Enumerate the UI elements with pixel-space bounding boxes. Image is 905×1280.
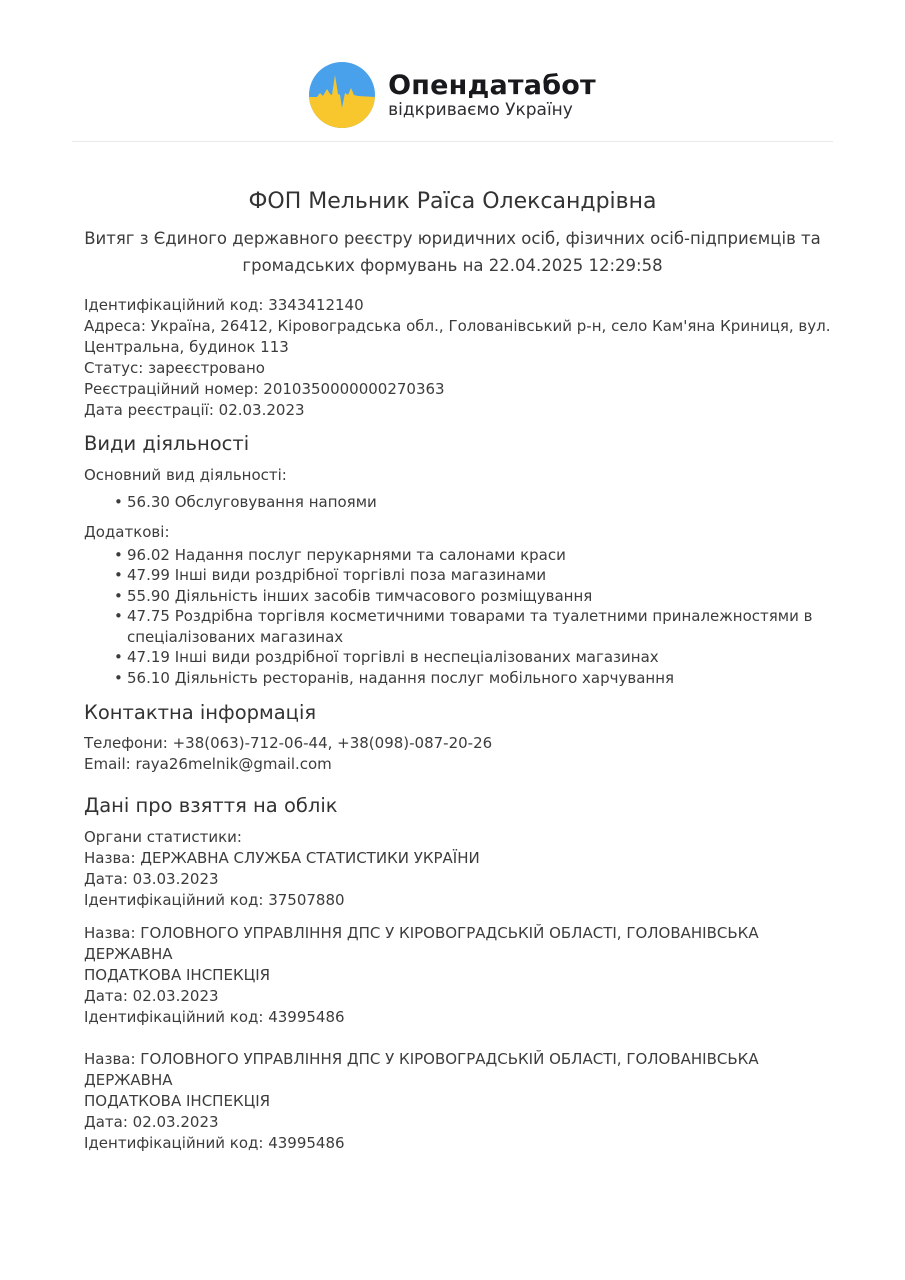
primary-activity-label: Основний вид діяльності: [84,466,287,484]
subtitle-line: Витяг з Єдиного державного реєстру юридичних осіб, фізичних осіб-підприємців та [84,229,821,248]
primary-activity-list [84,492,833,513]
authority-date: Дата: 03.03.2023 [84,870,219,888]
registration-block-tax [84,1049,833,1154]
authority-date: Дата: 02.03.2023 [84,987,219,1005]
authority-code: Ідентифікаційний код: 43995486 [84,1134,345,1152]
registration-date: Дата реєстрації: 02.03.2023 [84,401,305,419]
status-line: Статус: зареєстровано [84,359,265,377]
opendatabot-pulse-icon [309,62,375,128]
section-heading-activities: Види діяльності [84,432,250,455]
authority-date: Дата: 02.03.2023 [84,1113,219,1131]
document-subtitle [0,225,905,279]
identification-code: Ідентифікаційний код: 3343412140 [84,296,364,314]
document-body [84,295,833,1154]
additional-activities-label: Додаткові: [84,522,170,541]
section-heading-registration: Дані про взяття на облік [84,794,338,817]
activity-item: • 56.10 Діяльність ресторанів, надання послуг мобільного харчування [127,668,827,689]
activity-item: • 56.30 Обслуговування напоями [127,492,827,513]
header-divider [72,141,833,142]
authority-code: Ідентифікаційний код: 37507880 [84,891,345,909]
registration-number: Реєстраційний номер: 2010350000000270363 [84,380,445,398]
authority-name: Назва: ГОЛОВНОГО УПРАВЛІННЯ ДПС У КІРОВОГРАДСЬКІЙ ОБЛАСТІ, ГОЛОВАНІВСЬКА ДЕРЖАВНА [84,924,759,963]
email-line: Email: raya26melnik@gmail.com [84,755,332,773]
authority-code: Ідентифікаційний код: 43995486 [84,1008,345,1026]
contacts-block [84,733,833,775]
registration-block-tax [84,923,833,1028]
registration-block-statistics [84,827,833,911]
logo-text [388,71,596,120]
authority-type-label: Органи статистики: [84,828,242,846]
address-line: Центральна, будинок 113 [84,338,289,356]
additional-activity-list [84,545,833,689]
address-line: Адреса: Україна, 26412, Кіровоградська обл., Голованівський р-н, село Кам'яна Криниця, вул. [84,317,831,335]
authority-name: ПОДАТКОВА ІНСПЕКЦІЯ [84,966,271,984]
authority-name: ПОДАТКОВА ІНСПЕКЦІЯ [84,1092,271,1110]
activity-item: • 47.19 Інші види роздрібної торгівлі в неспеціалізованих магазинах [127,647,827,668]
section-heading-contacts: Контактна інформація [84,701,317,724]
phones-line: Телефони: +38(063)-712-06-44, +38(098)-087-20-26 [84,734,493,752]
entity-summary [84,295,833,421]
activity-item: • 47.99 Інші види роздрібної торгівлі поза магазинами [127,565,827,586]
opendatabot-logo [0,62,905,128]
authority-name: Назва: ГОЛОВНОГО УПРАВЛІННЯ ДПС У КІРОВОГРАДСЬКІЙ ОБЛАСТІ, ГОЛОВАНІВСЬКА ДЕРЖАВНА [84,1050,759,1089]
logo-brand-name: Опендатабот [388,69,596,101]
activity-item: • 96.02 Надання послуг перукарнями та салонами краси [127,545,827,566]
activity-item: • 47.75 Роздрібна торгівля косметичними товарами та туалетними приналежностями в спеціалізованих магазинах [127,606,827,647]
logo-tagline: відкриваємо Україну [388,99,573,120]
page-title: ФОП Мельник Раїса Олександрівна [248,189,657,214]
activity-item: • 55.90 Діяльність інших засобів тимчасового розміщування [127,586,827,607]
authority-name: Назва: ДЕРЖАВНА СЛУЖБА СТАТИСТИКИ УКРАЇНИ [84,849,480,867]
subtitle-line: громадських формувань на 22.04.2025 12:29:58 [242,256,663,275]
